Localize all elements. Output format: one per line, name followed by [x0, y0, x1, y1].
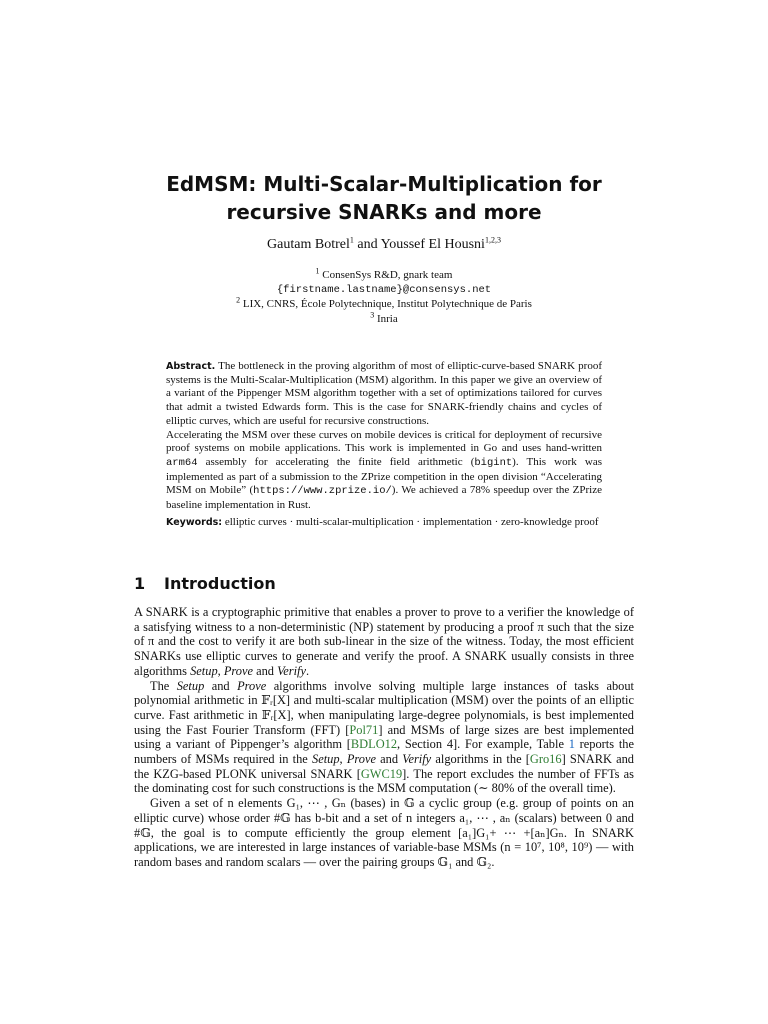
title-line-1: EdMSM: Multi-Scalar-Multiplication for — [166, 172, 602, 196]
section-title: Introduction — [164, 574, 276, 593]
section-number: 1 — [134, 574, 146, 593]
abstract-label: Abstract. — [166, 361, 216, 372]
intro-paragraph-2: The Setup and Prove algorithms involve solving multiple large instances of tasks about polynomial arithmetic in 𝔽ᵣ[X] and multi-scalar multiplication (MSM) over the points of an elliptic curve. Fast arithmetic in 𝔽ᵣ[X], when manipulating large-degree polynomials, is best implemented using the Fast Fourier Transform (FFT) [Pol71] and MSMs of large sizes are best implemented using a variant of Pippenger’s algorithm [BDLO12, Section 4]. For example, Table 1 reports the numbers of MSMs required in the Setup, Prove and Verify algorithms in the [Gro16] SNARK and the KZG-based PLONK universal SNARK [GWC19]. The report excludes the number of FFTs as the dominating cost for such constructions is the MSM computation (∼ 80% of the overall time). — [134, 678, 635, 796]
intro-paragraph-1: A SNARK is a cryptographic primitive that enables a prover to prove to a verifier the knowledge of a satisfying witness to a non-deterministic (NP) statement by producing a proof π such that the size of π and the cost to verify it are both sub-linear in the size of the witness. Today, the most efficient SNARKs use elliptic curves to generate and verify the proof. A SNARK usually consists in three algorithms Setup, Prove and Verify. — [134, 605, 634, 678]
zprize-url[interactable]: https://www.zprize.io/ — [253, 485, 392, 498]
abstract-paragraph-1: Abstract. The bottleneck in the proving algorithm of most of elliptic-curve-based SNARK proof systems is the Multi-Scalar-Multiplication (MSM) algorithm. In this paper we give an overview of a variant of the Pippenger MSM algorithm together with a set of optimizations tailored for curves that admit a twisted Edwards form. This is the case for SNARK-friendly chains and cycles of elliptic curves, which are useful for recursive constructions. — [166, 360, 602, 427]
author-2: Youssef El Housni — [380, 237, 485, 252]
paper-title — [0, 170, 768, 226]
citation-gro16[interactable]: Gro16 — [529, 752, 562, 767]
code-bigint: bigint — [474, 456, 513, 469]
affiliation-2: $^2$ LIX, CNRS, École Polytechnique, Institut Polytechnique de Paris — [236, 295, 532, 310]
intro-paragraph-3: Given a set of n elements G₁, ⋯ , Gₙ (bases) in 𝔾 a cyclic group (e.g. group of points on an elliptic curve) whose order #𝔾 has b-bit and a set of n integers a₁, ⋯ , aₙ (scalars) between 0 and #𝔾, the goal is to compute efficiently the group element [a₁]G₁+ ⋯ +[aₙ]Gₙ. In SNARK applications, we are interested in large instances of variable-base MSMs (n = 10⁷, 10⁸, 10⁹) — with random bases and random scalars — over the pairing groups 𝔾₁ and 𝔾₂. — [134, 796, 634, 869]
author-2-affil: 1,2,3 — [484, 235, 501, 245]
section-heading — [134, 574, 276, 593]
affiliation-3: $^3$ Inria — [370, 309, 398, 325]
citation-bdlo12[interactable]: BDLO12 — [350, 737, 398, 752]
citation-gwc19[interactable]: GWC19 — [360, 766, 403, 781]
introduction-body — [134, 605, 634, 870]
keywords-label: Keywords: — [166, 516, 223, 528]
affiliation-1: $^1$ ConsenSys R&D, gnark team — [315, 266, 453, 281]
abstract-paragraph-2: Accelerating the MSM over these curves on mobile devices is critical for deployment of recursive proof systems on mobile applications. This work is implemented in Go and uses hand-written arm64 assembly for accelerating the finite field arithmetic (bigint). This work was implemented as part of a submission to the ZPrize competition in the open division “Accelerating MSM on Mobile” (https://www.zprize.io/). We achieved a 78% speedup over the ZPrize baseline implementation in Rust. — [166, 428, 602, 512]
table-reference[interactable]: 1 — [568, 737, 575, 752]
author-email: {firstname.lastname}@consensys.net — [276, 283, 492, 296]
title-line-2: recursive SNARKs and more — [226, 200, 542, 224]
citation-pol71[interactable]: Pol71 — [349, 722, 379, 737]
author-1: Gautam Botrel — [267, 237, 350, 252]
keywords: Keywords: elliptic curves · multi-scalar-multiplication · implementation · zero-knowledge proof — [166, 515, 599, 528]
author-list — [0, 236, 768, 254]
author-1-affil: 1 — [349, 235, 354, 245]
affiliations — [0, 268, 768, 326]
code-arm64: arm64 — [166, 456, 198, 469]
author-conjunction: and — [357, 237, 378, 252]
abstract — [166, 360, 602, 529]
